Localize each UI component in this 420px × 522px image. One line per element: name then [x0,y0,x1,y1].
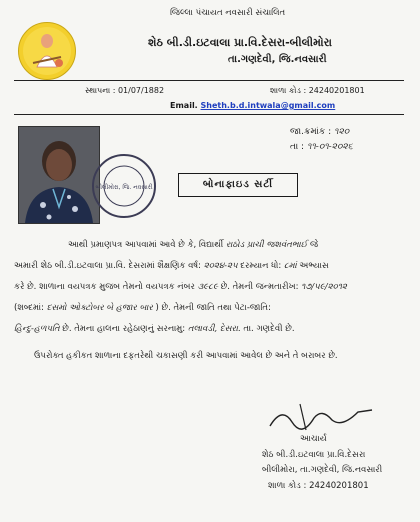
district-line: જિલ્લા પંચાયત નવસારી સંચાલિત [170,8,286,18]
school-address: તા.ગણદેવી, જિ.નવસારી [228,54,327,65]
signature-school: શેઠ બી.ડી.ઇટવાલા પ્રા.વિ.દેસરા [262,450,366,460]
stamp-text: બીલીમોરા, જિ. નવસારી [95,184,153,191]
text: દરમ્યાન ધો: [240,261,282,271]
principal-signature [262,400,382,434]
body-line-4 [14,303,410,313]
text: છે. તેમના હાલના રહેઠાણનું સરનામુ: [62,324,186,334]
standard: ૮માં [283,261,297,271]
body-line-1 [68,240,420,250]
school-logo [18,22,76,80]
body-line-6: ઉપરોક્ત હકીકત શાળાના દફતરેથી ચકાસણી કરી આપવામાં આવેલ છે અને તે બરાબર છે. [34,351,338,361]
signature-role: આચાર્ય [300,434,327,444]
ref-label: જા.ક્રમાંક : [290,127,332,137]
certificate-date [290,142,353,152]
text: અમારી શેઠ બી.ડી.ઇટવાલા પ્રા.વિ. દેસરામાં શૈક્ષણિક વર્ષ: [14,261,202,271]
signature-place: બીલીમોરા, તા.ગણદેવી, જિ.નવસારી [262,465,383,475]
text: ) છે. તેમની જાતિ તથા પેટા-જાતિ: [155,303,271,313]
text: અભ્યાસ [299,261,329,271]
signature-code: શાળા કોડ : 24240201801 [268,481,369,491]
text: કરે છે. શાળાના વયપત્રક મુજબ તેમનો વયપત્રક નંબર [14,282,195,292]
header-bottom-divider [14,114,404,115]
text: છે. તેમની જન્મતારીખ: [220,282,299,292]
date-value: ૧૧-૦૧-૨૦૨૬ [306,142,353,152]
certificate-title: બોનાફાઇડ સર્ટી [178,173,298,197]
text: (શબ્દમાં: [14,303,44,313]
established-date: સ્થાપના : 01/07/1882 [85,86,165,95]
email-link[interactable]: Sheth.b.d.intwala@gmail.com [200,101,336,110]
academic-year: ૨૦૨૪-૨૫ [203,261,238,271]
caste: હિન્દુ-હળપતિ [14,324,60,334]
ref-value: ૧૨૦ [334,127,350,137]
date-label: તા : [290,142,305,152]
school-stamp [92,154,156,218]
school-code: શાળા કોડ : 24240201801 [270,86,365,95]
text: તા. ગણદેવી છે. [243,324,295,334]
body-line-3 [14,282,410,292]
school-name: શેઠ બી.ડી.ઇટવાલા પ્રા.વિ.દેસરા-બીલીમોરા [148,36,332,49]
body-line-2 [14,261,410,271]
body-line-5 [14,324,410,334]
saraswati-logo-icon [19,23,75,79]
email-line [170,101,335,110]
text: આથી પ્રમાણપત્ર આપવામાં આવે છે કે, વિદ્યાર્થી [68,240,224,250]
birth-date-words: દસમો ઓક્ટોબર બે હજાર બાર [46,303,153,313]
gr-number: ૩૯૮૯ [197,282,218,292]
reference-number [290,127,349,137]
student-name: રાઠોડ પ્રાચી જશવંતભાઈ [225,240,308,250]
email-label: Email. [170,101,198,110]
student-photo [18,126,100,224]
birth-date: ૧૭/૫૯/૨૦૧૨ [301,282,347,292]
residence-address: તલાવડી, દેસરા. [187,324,241,334]
text: જે [310,240,319,250]
header-divider [14,80,404,81]
